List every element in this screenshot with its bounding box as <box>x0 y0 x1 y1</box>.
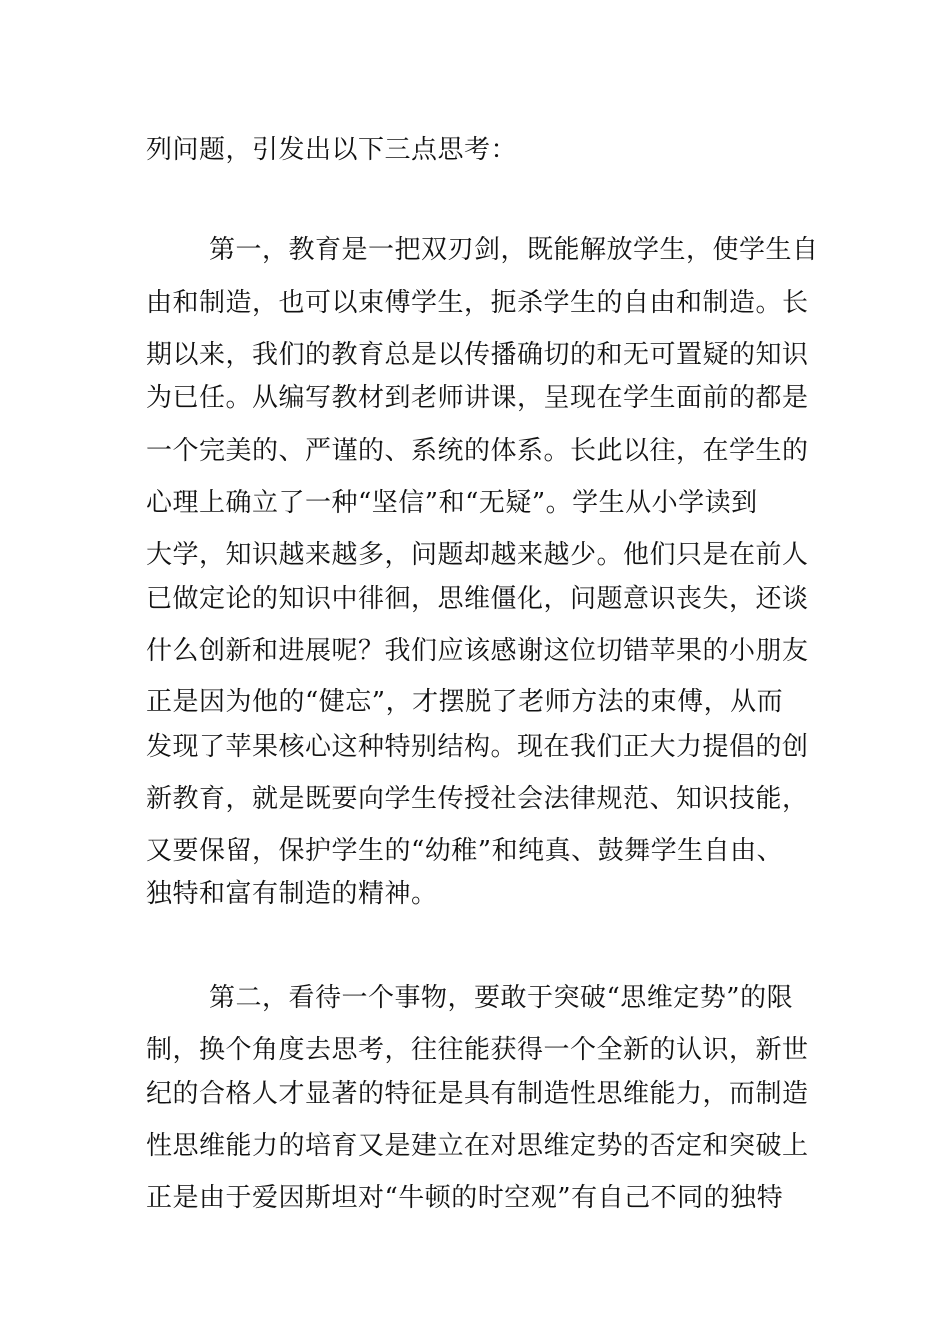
paragraph-line: 新教育，就是既要向学生传授社会法律规范、知识技能， <box>146 784 809 814</box>
paragraph-line: 第一，教育是一把双刃剑，既能解放学生，使学生自 <box>209 235 819 265</box>
paragraph-line: 心理上确立了一种“坚信”和“无疑”。学生从小学读到 <box>146 488 758 518</box>
paragraph-line: 什么创新和进展呢？我们应该感谢这位切错苹果的小朋友 <box>146 636 809 666</box>
paragraph-line: 第二，看待一个事物，要敢于突破“思维定势”的限 <box>209 983 794 1013</box>
paragraph-line: 正是因为他的“健忘”，才摆脱了老师方法的束傅，从而 <box>146 687 784 717</box>
paragraph-line: 大学，知识越来越多，问题却越来越少。他们只是在前人 <box>146 540 809 570</box>
paragraph-line: 一个完美的、严谨的、系统的体系。长此以往，在学生的 <box>146 436 809 466</box>
paragraph-line: 由和制造，也可以束傅学生，扼杀学生的自由和制造。长 <box>146 288 809 318</box>
paragraph-line: 发现了苹果核心这种特别结构。现在我们正大力提倡的创 <box>146 732 809 762</box>
paragraph-line: 独特和富有制造的精神。 <box>146 879 438 909</box>
paragraph-line: 又要保留，保护学生的“幼稚”和纯真、鼓舞学生自由、 <box>146 836 784 866</box>
paragraph-line: 纪的合格人才显著的特征是具有制造性思维能力，而制造 <box>146 1079 809 1109</box>
intro-line: 列问题，引发出以下三点思考： <box>146 135 518 165</box>
paragraph-line: 制，换个角度去思考，往往能获得一个全新的认识，新世 <box>146 1035 809 1065</box>
paragraph-line: 期以来，我们的教育总是以传播确切的和无可置疑的知识 <box>146 340 809 370</box>
paragraph-line: 为已任。从编写教材到老师讲课，呈现在学生面前的都是 <box>146 383 809 413</box>
paragraph-line: 正是由于爱因斯坦对“牛顿的时空观”有自己不同的独特 <box>146 1183 784 1213</box>
paragraph-line: 性思维能力的培育又是建立在对思维定势的否定和突破上 <box>146 1131 809 1161</box>
paragraph-line: 已做定论的知识中徘徊，思维僵化，问题意识丧失，还谈 <box>146 584 809 614</box>
